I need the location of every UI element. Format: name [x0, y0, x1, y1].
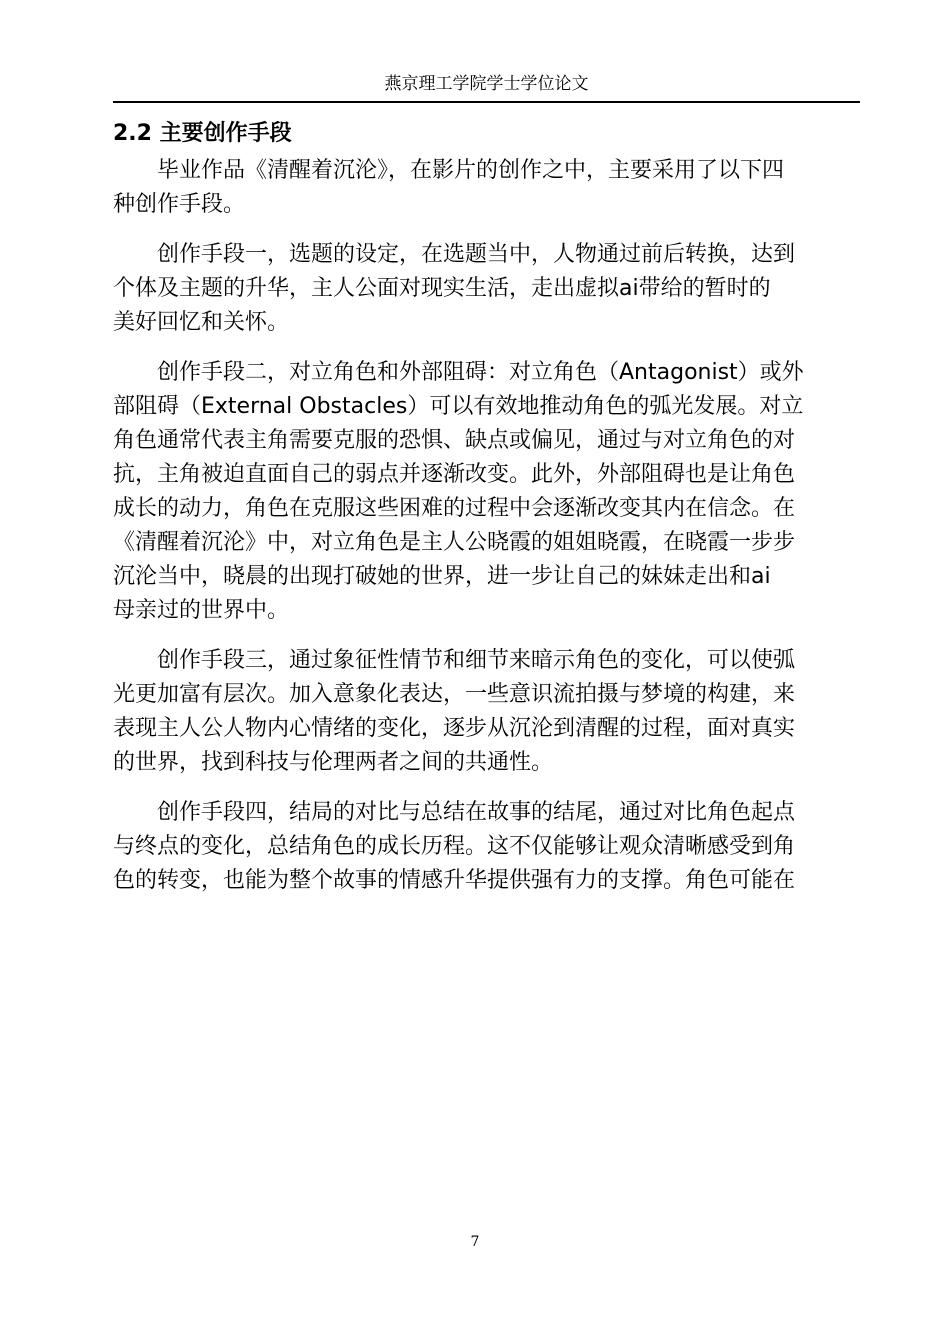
text-line: 创作手段四，结局的对比与总结在故事的结尾，通过对比角色起点 [113, 800, 796, 825]
text-line: 创作手段一，选题的设定，在选题当中，人物通过前后转换，达到 [113, 242, 796, 267]
text-line: 色的转变，也能为整个故事的情感升华提供强有力的支撑。角色可能在 [113, 868, 796, 893]
text-line: 角色通常代表主角需要克服的恐惧、缺点或偏见，通过与对立角色的对 [113, 428, 796, 453]
text-line: 与终点的变化，总结角色的成长历程。这不仅能够让观众清晰感受到角 [113, 834, 796, 859]
paragraph-1 [113, 154, 860, 222]
text-line: 种创作手段。 [113, 192, 246, 217]
text-line: 部阻碍（External Obstacles）可以有效地推动角色的弧光发展。对立 [113, 394, 804, 419]
text-line: 《清醒着沉沦》中，对立角色是主人公晓霞的姐姐晓霞，在晓霞一步步 [113, 530, 796, 555]
text-line: 表现主人公人物内心情绪的变化，逐步从沉沦到清醒的过程，面对真实 [113, 716, 796, 741]
text-line: 个体及主题的升华，主人公面对现实生活，走出虚拟ai带给的暂时的 [113, 276, 771, 301]
body-text [113, 154, 860, 898]
text-line: 母亲过的世界中。 [113, 598, 290, 623]
text-line: 创作手段二，对立角色和外部阻碍：对立角色（Antagonist）或外 [113, 360, 804, 385]
text-line: 沉沦当中，晓晨的出现打破她的世界，进一步让自己的妹妹走出和ai [113, 564, 771, 589]
header-rule [113, 101, 860, 103]
text-line: 创作手段三，通过象征性情节和细节来暗示角色的变化，可以使弧 [113, 648, 796, 673]
section-heading: 2.2 主要创作手段 [113, 121, 292, 146]
paragraph-4 [113, 644, 860, 780]
text-line: 成长的动力，角色在克服这些困难的过程中会逐渐改变其内在信念。在 [113, 496, 796, 521]
text-line: 美好回忆和关怀。 [113, 310, 290, 335]
text-line: 毕业作品《清醒着沉沦》，在影片的创作之中，主要采用了以下四 [113, 158, 785, 183]
text-line: 抗，主角被迫直面自己的弱点并逐渐改变。此外，外部阻碍也是让角色 [113, 462, 796, 487]
running-header: 燕京理工学院学士学位论文 [384, 74, 589, 94]
page-number: 7 [470, 1234, 480, 1250]
paragraph-3 [113, 356, 860, 628]
paragraph-2 [113, 238, 860, 340]
text-line: 光更加富有层次。加入意象化表达，一些意识流拍摄与梦境的构建，来 [113, 682, 796, 707]
text-line: 的世界，找到科技与伦理两者之间的共通性。 [113, 750, 554, 775]
paragraph-5 [113, 796, 860, 898]
